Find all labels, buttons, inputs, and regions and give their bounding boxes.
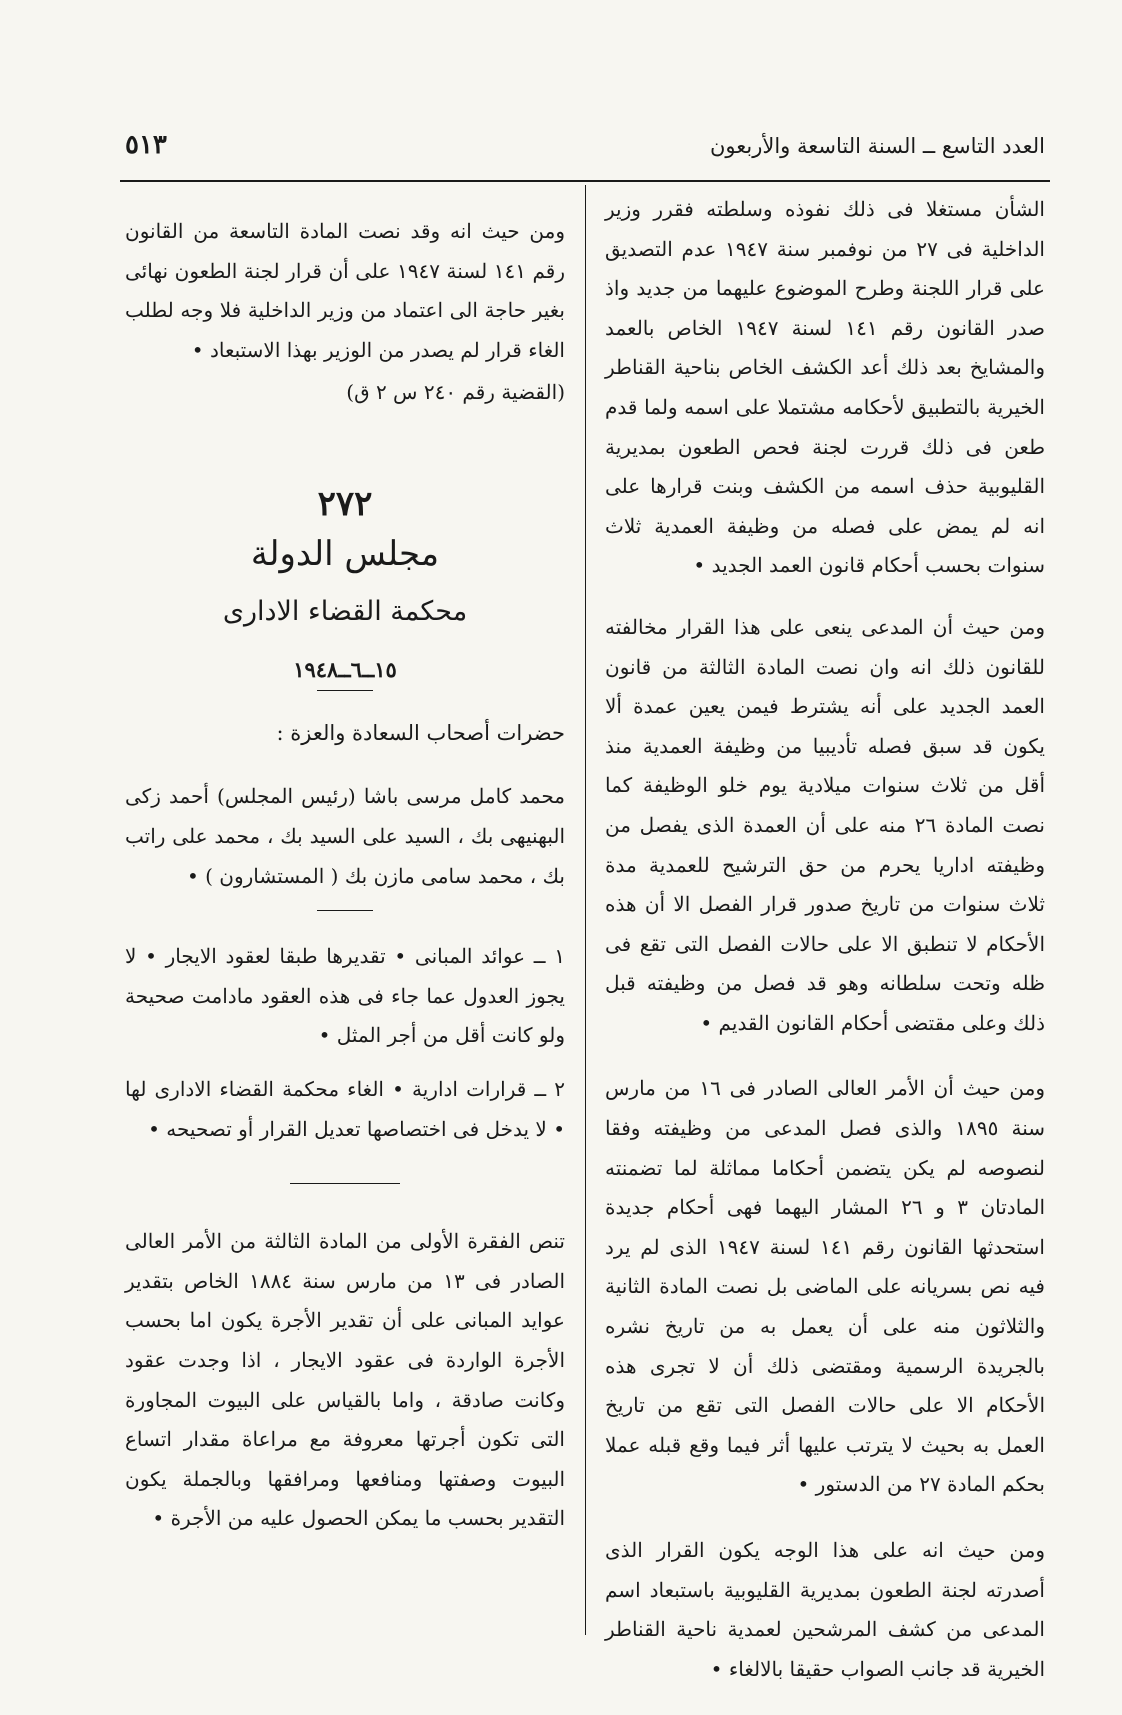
judgment-date: ١٥ــ٦ــ١٩٤٨ (293, 657, 397, 683)
case-citation: (القضية رقم ٢٤٠ س ٢ ق) (346, 380, 565, 405)
court-name: محكمة القضاء الادارى (222, 596, 468, 628)
paragraph: ومن حيث أن المدعى ينعى على هذا القرار مخالفته للقانون ذلك انه وان نصت المادة الثالثة من قانون العمد الجديد على أنه يشترط فيمن يعين عمدة ألا يكون قد سبق فصله تأديبيا من وظيفة العمدية منذ أقل من ثلاث سنوات ميلادية يوم خلو الوظيفة كما نصت المادة ٢٦ منه على أن العمدة الذى يفصل من وظيفته اداريا يحرم من حق الترشيح للعمدية مدة ثلاث سنوات من تاريخ صدور قرار الفصل الا أن هذه الأحكام لا تنطبق الا على حالات الفصل التى تقع فى ظله وتحت سلطانه وهو قد فصل من وظيفته قبل ذلك وعلى مقتضى أحكام القانون القديم • (605, 614, 1045, 1035)
members-list: محمد كامل مرسى باشا (رئيس المجلس) أحمد زكى البهنيهى بك ، السيد على السيد بك ، محمد على راتب بك ، محمد سامى مازن بك ( المستشارون ) • (125, 784, 565, 888)
body-paragraph: تنص الفقرة الأولى من المادة الثالثة من الأمر العالى الصادر فى ١٣ من مارس سنة ١٨٨٤ الخاص بتقدير عوايد المبانى على أن تقدير الأجرة يكون اما بحسب الأجرة الواردة فى عقود الايجار ، اذا وجدت عقود وكانت صادقة ، واما بالقياس على البيوت المجاورة التى تكون أجرتها معروفة مع مراعاة مقدار اتساع البيوت وصفتها ومنافعها ومرافقها وبالجملة يكون التقدير بحسب ما يمكن الحصول عليه من الأجرة • (125, 1229, 565, 1531)
paragraph: الشأن مستغلا فى ذلك نفوذه وسلطته فقرر وزير الداخلية فى ٢٧ من نوفمبر سنة ١٩٤٧ عدم التصديق على قرار اللجنة وطرح الموضوع عليهما من جديد واذ صدر القانون رقم ١٤١ لسنة ١٩٤٧ الخاص بالعمد والمشايخ بعد ذلك أعد الكشف الخاص بناحية القناطر الخيرية بالتطبيق لأحكامه مشتملا على اسمه ولما قدم طعن فى ذلك قررت لجنة فحص الطعون بمديرية القليوبية حذف اسمه من الكشف وبنت قرارها على انه لم يمض على فصله من وظيفة العمدية ثلاث سنوات بحسب أحكام قانون العمد الجديد • (605, 197, 1045, 578)
section-rule (290, 1183, 400, 1184)
issue-title: العدد التاسع ــ السنة التاسعة والأربعون (709, 134, 1045, 158)
opening-paragraph: ومن حيث انه وقد نصت المادة التاسعة من القانون رقم ١٤١ لسنة ١٩٤٧ على أن قرار لجنة الطعون نهائى بغير حاجة الى اعتماد من وزير الداخلية فلا وجه لطلب الغاء قرار لم يصدر من الوزير بهذا الاستبعاد • (125, 219, 565, 362)
headnote: ٢ ــ قرارات ادارية • الغاء محكمة القضاء الادارى لها • لا يدخل فى اختصاصها تعديل القرار أو تصحيحه • (125, 1076, 565, 1141)
date-underline (317, 690, 373, 691)
council-name: مجلس الدولة (250, 534, 440, 575)
presence-line: حضرات أصحاب السعادة والعزة : (276, 721, 565, 746)
page-number: ٥١٣ (125, 130, 167, 160)
right-column (605, 190, 1045, 1715)
paragraph: ومن حيث أن الأمر العالى الصادر فى ١٦ من مارس سنة ١٨٩٥ والذى فصل المدعى من وظيفته وفقا لنصوصه لم يكن يتضمن أحكاما مماثلة لما تضمنته المادتان ٣ و ٢٦ المشار اليهما فهى أحكام جديدة استحدثها القانون رقم ١٤١ لسنة ١٩٤٧ الذى لم يرد فيه نص بسريانه على الماضى بل نصت المادة الثانية والثلاثون منه على أن يعمل به من تاريخ نشره بالجريدة الرسمية ومقتضى ذلك أن لا تجرى هذه الأحكام الا على حالات الفصل التى تقع من تاريخ العمل به بحيث لا يترتب عليها أثر فيما وقع قبله عملا بحكم المادة ٢٧ من الدستور • (605, 1076, 1046, 1497)
column-divider (585, 185, 586, 1635)
paragraph: ومن حيث انه على هذا الوجه يكون القرار الذى أصدرته لجنة الطعون بمديرية القليوبية باستبعاد اسم المدعى من كشف المرشحين لعمدية ناحية القناطر الخيرية قد جانب الصواب حقيقا بالالغاء • (605, 1538, 1045, 1681)
headnote: ١ ــ عوائد المبانى • تقديرها طبقا لعقود الايجار • لا يجوز العدول عما جاء فى هذه العقود مادامت صحيحة ولو كانت أقل من أجر المثل • (125, 944, 565, 1048)
members-rule (317, 910, 373, 911)
page-header (125, 130, 1045, 176)
header-rule (120, 180, 1050, 182)
left-column (125, 212, 565, 1539)
case-number: ٢٧٢ (317, 484, 373, 525)
